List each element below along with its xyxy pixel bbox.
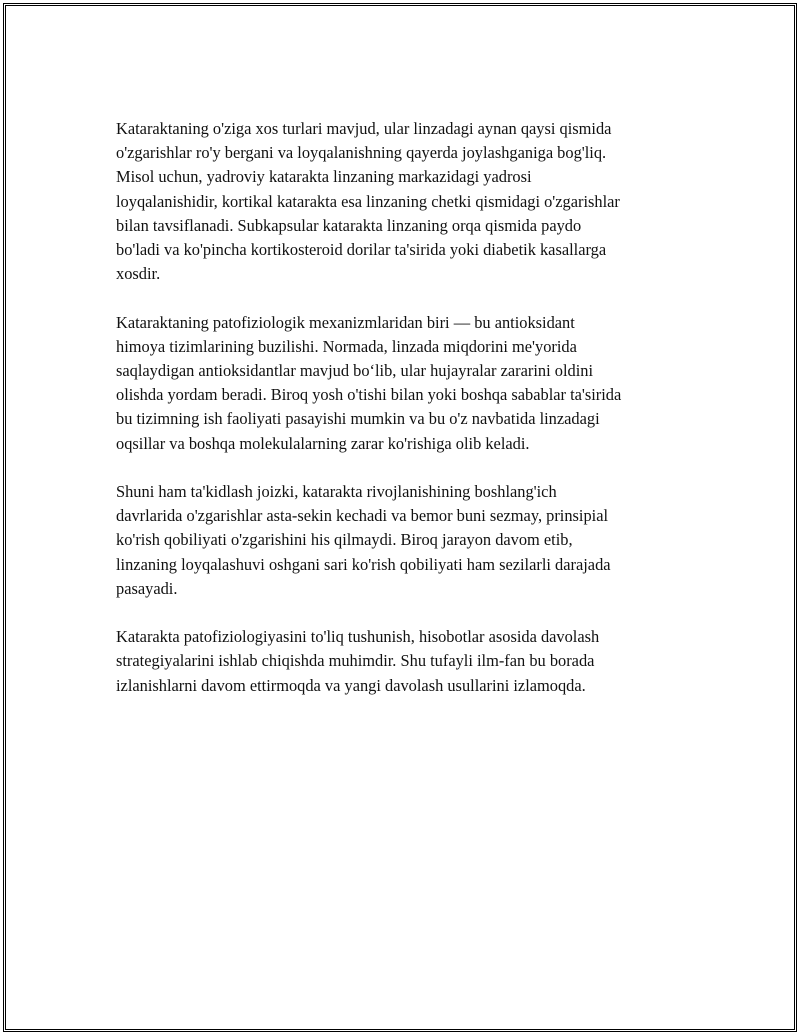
text-line: loyqalanishidir, kortikal katarakta esa linzaning chetki qismidagi o'zgarishlar [116, 191, 620, 211]
text-line: olishda yordam beradi. Biroq yosh o'tishi bilan yoki boshqa sabablar ta'sirida [116, 385, 622, 405]
text-line: Shuni ham ta'kidlash joizki, katarakta rivojlanishining boshlang'ich [116, 482, 557, 502]
text-line: strategiyalarini ishlab chiqishda muhimdir. Shu tufayli ilm-fan bu borada [116, 651, 595, 671]
text-line: o'zgarishlar ro'y bergani va loyqalanishning qayerda joylashganiga bog'liq. [116, 143, 607, 163]
text-line: Kataraktaning patofiziologik mexanizmlaridan biri — bu antioksidant [116, 312, 575, 332]
text-line: davrlarida o'zgarishlar asta-sekin kechadi va bemor buni sezmay, prinsipial [116, 506, 609, 526]
text-line: xosdir. [116, 264, 161, 284]
text-line: linzaning loyqalashuvi oshgani sari ko'rish qobiliyati ham sezilarli darajada [116, 554, 611, 574]
paragraph-cataract-types [116, 117, 686, 286]
text-line: ko'rish qobiliyati o'zgarishini his qilmaydi. Biroq jarayon davom etib, [116, 530, 573, 550]
text-line: bu tizimning ish faoliyati pasayishi mumkin va bu o'z navbatida linzadagi [116, 409, 600, 429]
text-line: oqsillar va boshqa molekulalarning zarar ko'rishiga olib keladi. [116, 433, 530, 453]
text-line: Misol uchun, yadroviy katarakta linzaning markazidagi yadrosi [116, 167, 532, 187]
document-body [116, 117, 686, 722]
text-line: saqlaydigan antioksidantlar mavjud bo‘lib, ular hujayralar zararini oldini [116, 361, 594, 381]
text-line: bo'ladi va ko'pincha kortikosteroid dorilar ta'sirida yoki diabetik kasallarga [116, 240, 607, 260]
paragraph-conclusion [116, 625, 686, 698]
text-line: izlanishlarni davom ettirmoqda va yangi davolash usullarini izlamoqda. [116, 675, 586, 695]
text-line: bilan tavsiflanadi. Subkapsular katarakta linzaning orqa qismida paydo [116, 215, 582, 235]
paragraph-early-stages [116, 480, 686, 601]
text-line: Kataraktaning o'ziga xos turlari mavjud, ular linzadagi aynan qaysi qismida [116, 119, 612, 138]
text-line: himoya tizimlarining buzilishi. Normada, linzada miqdorini me'yorida [116, 336, 577, 356]
paragraph-antioxidant-mechanism [116, 311, 686, 456]
text-line: Katarakta patofiziologiyasini to'liq tushunish, hisobotlar asosida davolash [116, 627, 600, 647]
text-line: pasayadi. [116, 578, 178, 598]
